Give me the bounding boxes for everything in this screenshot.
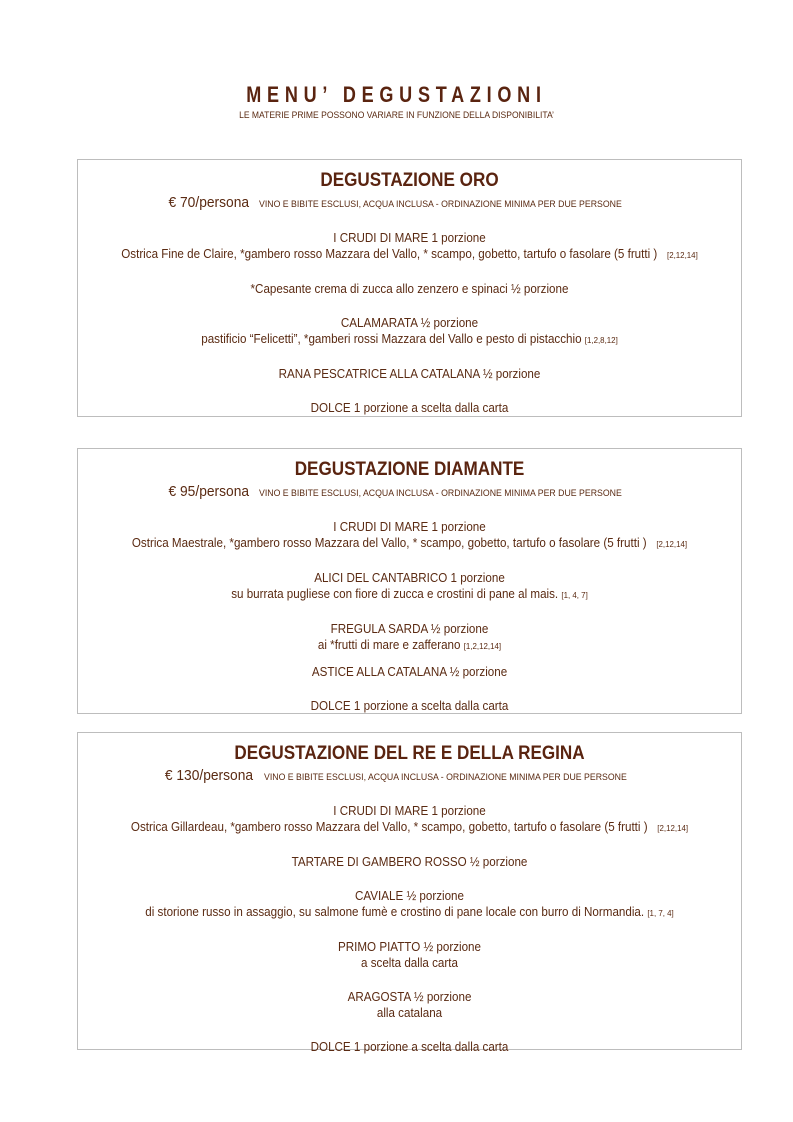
- page-header: [0, 82, 793, 121]
- page-subtitle: LE MATERIE PRIME POSSONO VARIARE IN FUNZIONE DELLA DISPONIBILITA’: [239, 110, 554, 121]
- menu-title: DEGUSTAZIONE ORO: [320, 170, 499, 191]
- course-line: CALAMARATA ½ porzione: [340, 316, 479, 330]
- course-line: DOLCE 1 porzione a scelta dalla carta: [310, 401, 509, 415]
- allergen-codes: [1, 7, 4]: [647, 908, 674, 918]
- course-line: *Capesante crema di zucca allo zenzero e spinaci ½ porzione: [250, 282, 569, 296]
- menu-price: € 130/persona: [164, 767, 254, 784]
- course-line: DOLCE 1 porzione a scelta dalla carta: [310, 699, 509, 713]
- menu-note: VINO E BIBITE ESCLUSI, ACQUA INCLUSA - ORDINAZIONE MINIMA PER DUE PERSONE: [263, 772, 627, 783]
- course-detail: alla catalana: [376, 1006, 443, 1020]
- course-detail: pastificio “Felicetti”, *gamberi rossi Mazzara del Vallo e pesto di pistacchio [1,2,8,12]: [201, 332, 618, 346]
- course-detail: Ostrica Gillardeau, *gambero rosso Mazzara del Vallo, * scampo, gobetto, tartufo o fasolare (5 frutti ) [2,12,14]: [130, 820, 689, 834]
- course-line: I CRUDI DI MARE 1 porzione: [333, 804, 486, 818]
- course-detail: ai *frutti di mare e zafferano [1,2,12,14]: [317, 638, 502, 652]
- menu-price: € 70/persona: [168, 194, 250, 211]
- course-detail: Ostrica Maestrale, *gambero rosso Mazzara del Vallo, * scampo, gobetto, tartufo o fasolare (5 frutti ) [2,12,14]: [131, 536, 688, 550]
- course-line: ALICI DEL CANTABRICO 1 porzione: [314, 571, 505, 585]
- menu-title: DEGUSTAZIONE DIAMANTE: [294, 459, 525, 480]
- allergen-codes: [2,12,14]: [666, 250, 698, 260]
- course-line: TARTARE DI GAMBERO ROSSO ½ porzione: [291, 855, 528, 869]
- menu-price: € 95/persona: [168, 483, 250, 500]
- course-line: I CRUDI DI MARE 1 porzione: [333, 231, 486, 245]
- menu-price-line: [78, 194, 741, 212]
- course-line: CAVIALE ½ porzione: [354, 889, 464, 903]
- menu-note: VINO E BIBITE ESCLUSI, ACQUA INCLUSA - ORDINAZIONE MINIMA PER DUE PERSONE: [259, 199, 623, 210]
- course-line: FREGULA SARDA ½ porzione: [330, 622, 489, 636]
- allergen-codes: [2,12,14]: [657, 823, 689, 833]
- course-detail: di storione russo in assaggio, su salmone fumè e crostino di pane locale con burro di Normandia. [1, 7, 4]: [145, 905, 674, 919]
- course-line: I CRUDI DI MARE 1 porzione: [333, 520, 486, 534]
- course-detail: a scelta dalla carta: [361, 956, 458, 970]
- menu-note: VINO E BIBITE ESCLUSI, ACQUA INCLUSA - ORDINAZIONE MINIMA PER DUE PERSONE: [259, 488, 623, 499]
- menu-price-line: [78, 483, 741, 501]
- allergen-codes: [1,2,8,12]: [584, 335, 618, 345]
- allergen-codes: [1,2,12,14]: [463, 641, 502, 651]
- course-line: ASTICE ALLA CATALANA ½ porzione: [311, 665, 508, 679]
- course-line: ARAGOSTA ½ porzione: [347, 990, 472, 1004]
- course-line: DOLCE 1 porzione a scelta dalla carta: [310, 1040, 509, 1054]
- course-line: RANA PESCATRICE ALLA CATALANA ½ porzione: [278, 367, 541, 381]
- menu-box-diamante: [77, 448, 742, 714]
- course-detail: Ostrica Fine de Claire, *gambero rosso Mazzara del Vallo, * scampo, gobetto, tartufo o fasolare (5 frutti ) [2,12,14]: [121, 247, 698, 261]
- allergen-codes: [2,12,14]: [656, 539, 688, 549]
- menu-price-line: [78, 767, 741, 785]
- menu-title: DEGUSTAZIONE DEL RE E DELLA REGINA: [234, 743, 585, 764]
- course-detail: su burrata pugliese con fiore di zucca e crostini di pane al mais. [1, 4, 7]: [231, 587, 588, 601]
- course-line: PRIMO PIATTO ½ porzione: [337, 940, 481, 954]
- menu-box-oro: [77, 159, 742, 417]
- allergen-codes: [1, 4, 7]: [561, 590, 588, 600]
- menu-box-re-regina: [77, 732, 742, 1054]
- page-title: MENU’ DEGUSTAZIONI: [246, 82, 547, 107]
